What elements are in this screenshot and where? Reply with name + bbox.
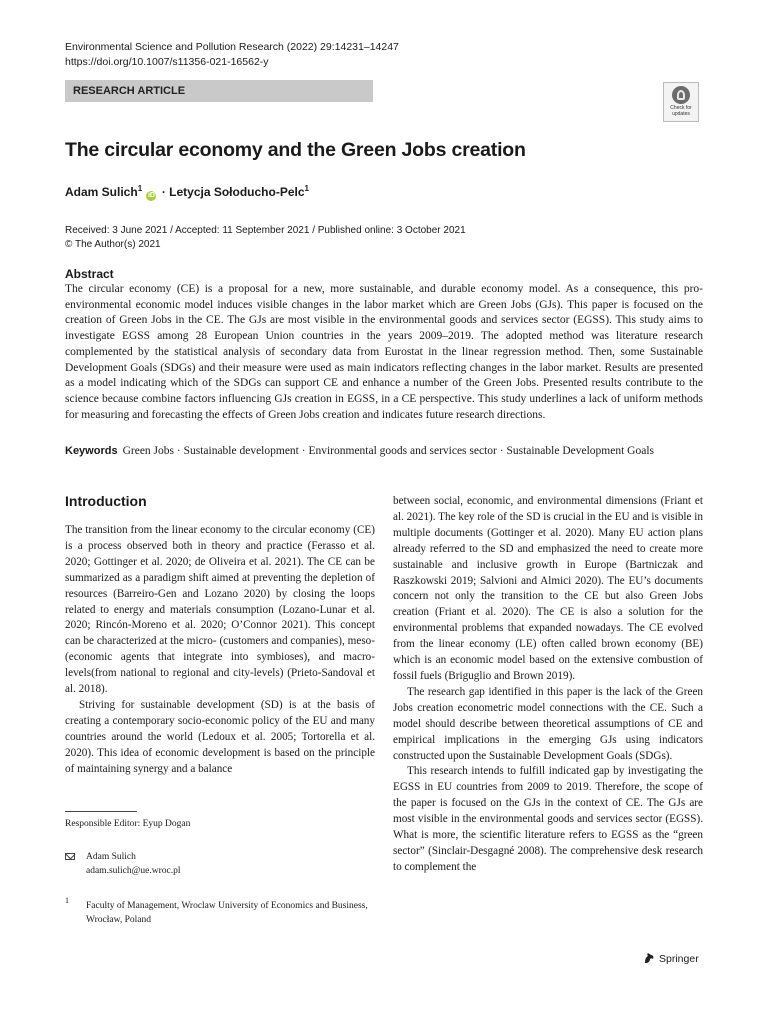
paragraph: Striving for sustainable development (SD) is at the basis of creating a contemporary socio-economic policy of the EU and many countries around the world (Ledoux et al. 2005; Tortorella et al. 2020). This idea of economic development is based on the principle of maintaining synergy and a balance — [65, 698, 375, 775]
publisher-name: Springer — [659, 953, 699, 965]
keywords-text: Green Jobs · Sustainable development · Environmental goods and services sector · Sustainable Development Goals — [122, 445, 654, 457]
footnote-divider — [65, 811, 137, 812]
journal-header — [65, 40, 399, 70]
envelope-icon — [65, 853, 75, 860]
author-name[interactable]: Letycja Sołoducho-Pelc — [169, 185, 305, 199]
publication-dates — [65, 224, 466, 252]
affiliation-number: 1 — [65, 896, 69, 905]
paragraph: This research intends to fulfill indicated gap by investigating the EGSS in EU countries from 2009 to 2019. Therefore, the scope of the paper is focused on the GJs in the context of CE. The GJs are most visible in the environmental goods and services sector (EGSS). What is more, the scientific literature refers to EGSS as the “green sector” (Sinclair-Desgagné 2008). The comprehensive desk research to complement the — [393, 765, 703, 873]
history-dates: Received: 3 June 2021 / Accepted: 11 September 2021 / Published online: 3 October 2021 — [65, 225, 466, 236]
author-list — [65, 184, 309, 201]
affiliation-marker: 1 — [137, 184, 143, 193]
abstract-text: The circular economy (CE) is a proposal for a new, more sustainable, and durable economy model. As a consequence, this pro-environmental economic model induces visible changes in the labor market which are Green Jobs (GJs). This paper is focused on the creation of Green Jobs in the CE. The GJs are most visible in the environmental goods and services sector (EGSS). This study aims to investigate EGSS among 28 European Union countries in the years 2009–2019. The adopted method was literature research complemented by the statistical analysis of secondary data from Eurostat in the linear regression method. Then, some Sustainable Development Goals (SDGs) and their measure were used as main indicators reflecting changes in the labor market. Results are presented as a model indicating which of the SDGs can support CE and enhance a number of the Green Jobs. Presented results contribute to the science because combine factors influencing GJs creation in EGSS, in a CE perspective. This study underlines a lack of uniform methods for measuring and forecasting the effects of Green Jobs creation and indicates future research directions. — [65, 283, 703, 421]
article-title: The circular economy and the Green Jobs creation — [65, 139, 526, 161]
affiliation-marker: 1 — [304, 184, 309, 193]
section-heading-introduction: Introduction — [65, 493, 147, 509]
keywords-label: Keywords — [65, 445, 118, 457]
corresponding-author — [86, 850, 181, 878]
author-name[interactable]: Adam Sulich — [65, 185, 138, 199]
check-for-updates-label: Check for updates — [670, 105, 692, 117]
orcid-icon[interactable]: iD — [147, 192, 155, 199]
contact-email[interactable]: adam.sulich@ue.wroc.pl — [86, 866, 181, 876]
left-column — [65, 523, 375, 778]
journal-citation: Environmental Science and Pollution Research (2022) 29:14231–14247 — [65, 41, 399, 53]
bookmark-icon — [672, 86, 690, 104]
paragraph: between social, economic, and environmental dimensions (Friant et al. 2021). The key role of the SD is crucial in the EU and is visible in multiple documents (Gottinger et al. 2020). Many EU action plans already referred to the SD and emphasized the need to create more sustainable and inclusive growth in Europe (Bartniczak and Raszkowski 2019; Salvioni and Almici 2020). The EU’s documents concern not only the transition to the CE but also Green Jobs creation (Friant et al. 2020). The CE is also a solution for the environmental problems that expanded nowadays. The CE evolved from the linear economy (LE) often called brown economy (BE) which is an economic model based on the extensive combustion of fossil fuels (Briguglio and Brown 2019). — [393, 495, 703, 682]
contact-name: Adam Sulich — [86, 852, 136, 862]
paragraph: The research gap identified in this paper is the lack of the Green Jobs creation econometric model connections with the CE. Such a model should describe between theoretical assumptions of CE and empirical implications in the emerging GJs using indicators constructed upon the Sustainable Development Goals (SDGs). — [393, 685, 703, 762]
paragraph: The transition from the linear economy to the circular economy (CE) is a process observed both in theory and practice (Ferasso et al. 2020; Gottinger et al. 2020; de Oliveira et al. 2021). The CE can be summarized as a paradigm shift aimed at preventing the depletion of resources (Barreiro-Gen and Lozano 2020) by closing the loops related to energy and materials consumption (Lozano-Lunar et al. 2020; Rincón-Moreno et al. 2020; O’Connor 2021). This concept can be characterized at the micro- (customers and companies), meso- (economic agents that integrate into symbioses), and macro-levels(from national to regional and city-levels) (Prieto-Sandoval et al. 2018). — [65, 524, 375, 696]
springer-horse-icon — [643, 952, 655, 964]
affiliation-text: Faculty of Management, Wroclaw University of Economics and Business, Wrocław, Poland — [86, 901, 368, 925]
publisher-logo — [643, 952, 699, 965]
right-column — [393, 494, 703, 876]
responsible-editor: Responsible Editor: Eyup Dogan — [65, 819, 191, 829]
copyright-line: © The Author(s) 2021 — [65, 239, 161, 250]
author-separator: · — [158, 185, 170, 199]
check-for-updates-badge[interactable] — [663, 82, 699, 122]
keywords-line — [65, 445, 654, 457]
abstract-heading: Abstract — [65, 267, 114, 281]
doi-link[interactable]: https://doi.org/10.1007/s11356-021-16562-y — [65, 56, 269, 68]
article-type-banner: RESEARCH ARTICLE — [65, 80, 373, 102]
